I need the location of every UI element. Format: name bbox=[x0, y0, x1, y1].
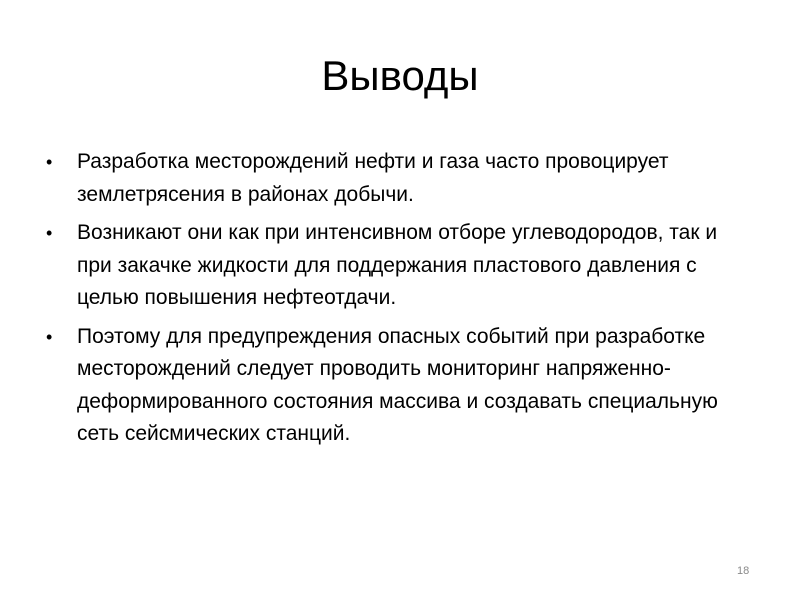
slide-title: Выводы bbox=[321, 52, 479, 99]
page-number: 18 bbox=[737, 565, 750, 577]
bullet-text: Поэтому для предупреждения опасных событий при разработке месторождений следует проводить мониторинг напряженно-деформированного состояния массива и создавать специальную сеть сейсмических станций. bbox=[77, 324, 718, 445]
bullet-dot-icon: • bbox=[46, 326, 53, 347]
bullet-item bbox=[40, 217, 740, 315]
bullet-text: Разработка месторождений нефти и газа часто провоцирует землетрясения в районах добычи. bbox=[77, 150, 669, 206]
bullet-dot-icon: • bbox=[46, 152, 53, 172]
bullet-text: Возникают они как при интенсивном отборе углеводородов, так и при закачке жидкости для поддержания пластового давления с целью повышения нефтеотдачи. bbox=[77, 221, 718, 309]
bullet-dot-icon: • bbox=[46, 223, 53, 243]
bullet-item bbox=[40, 321, 740, 451]
bullet-item bbox=[40, 146, 740, 211]
bullet-list bbox=[40, 146, 740, 457]
